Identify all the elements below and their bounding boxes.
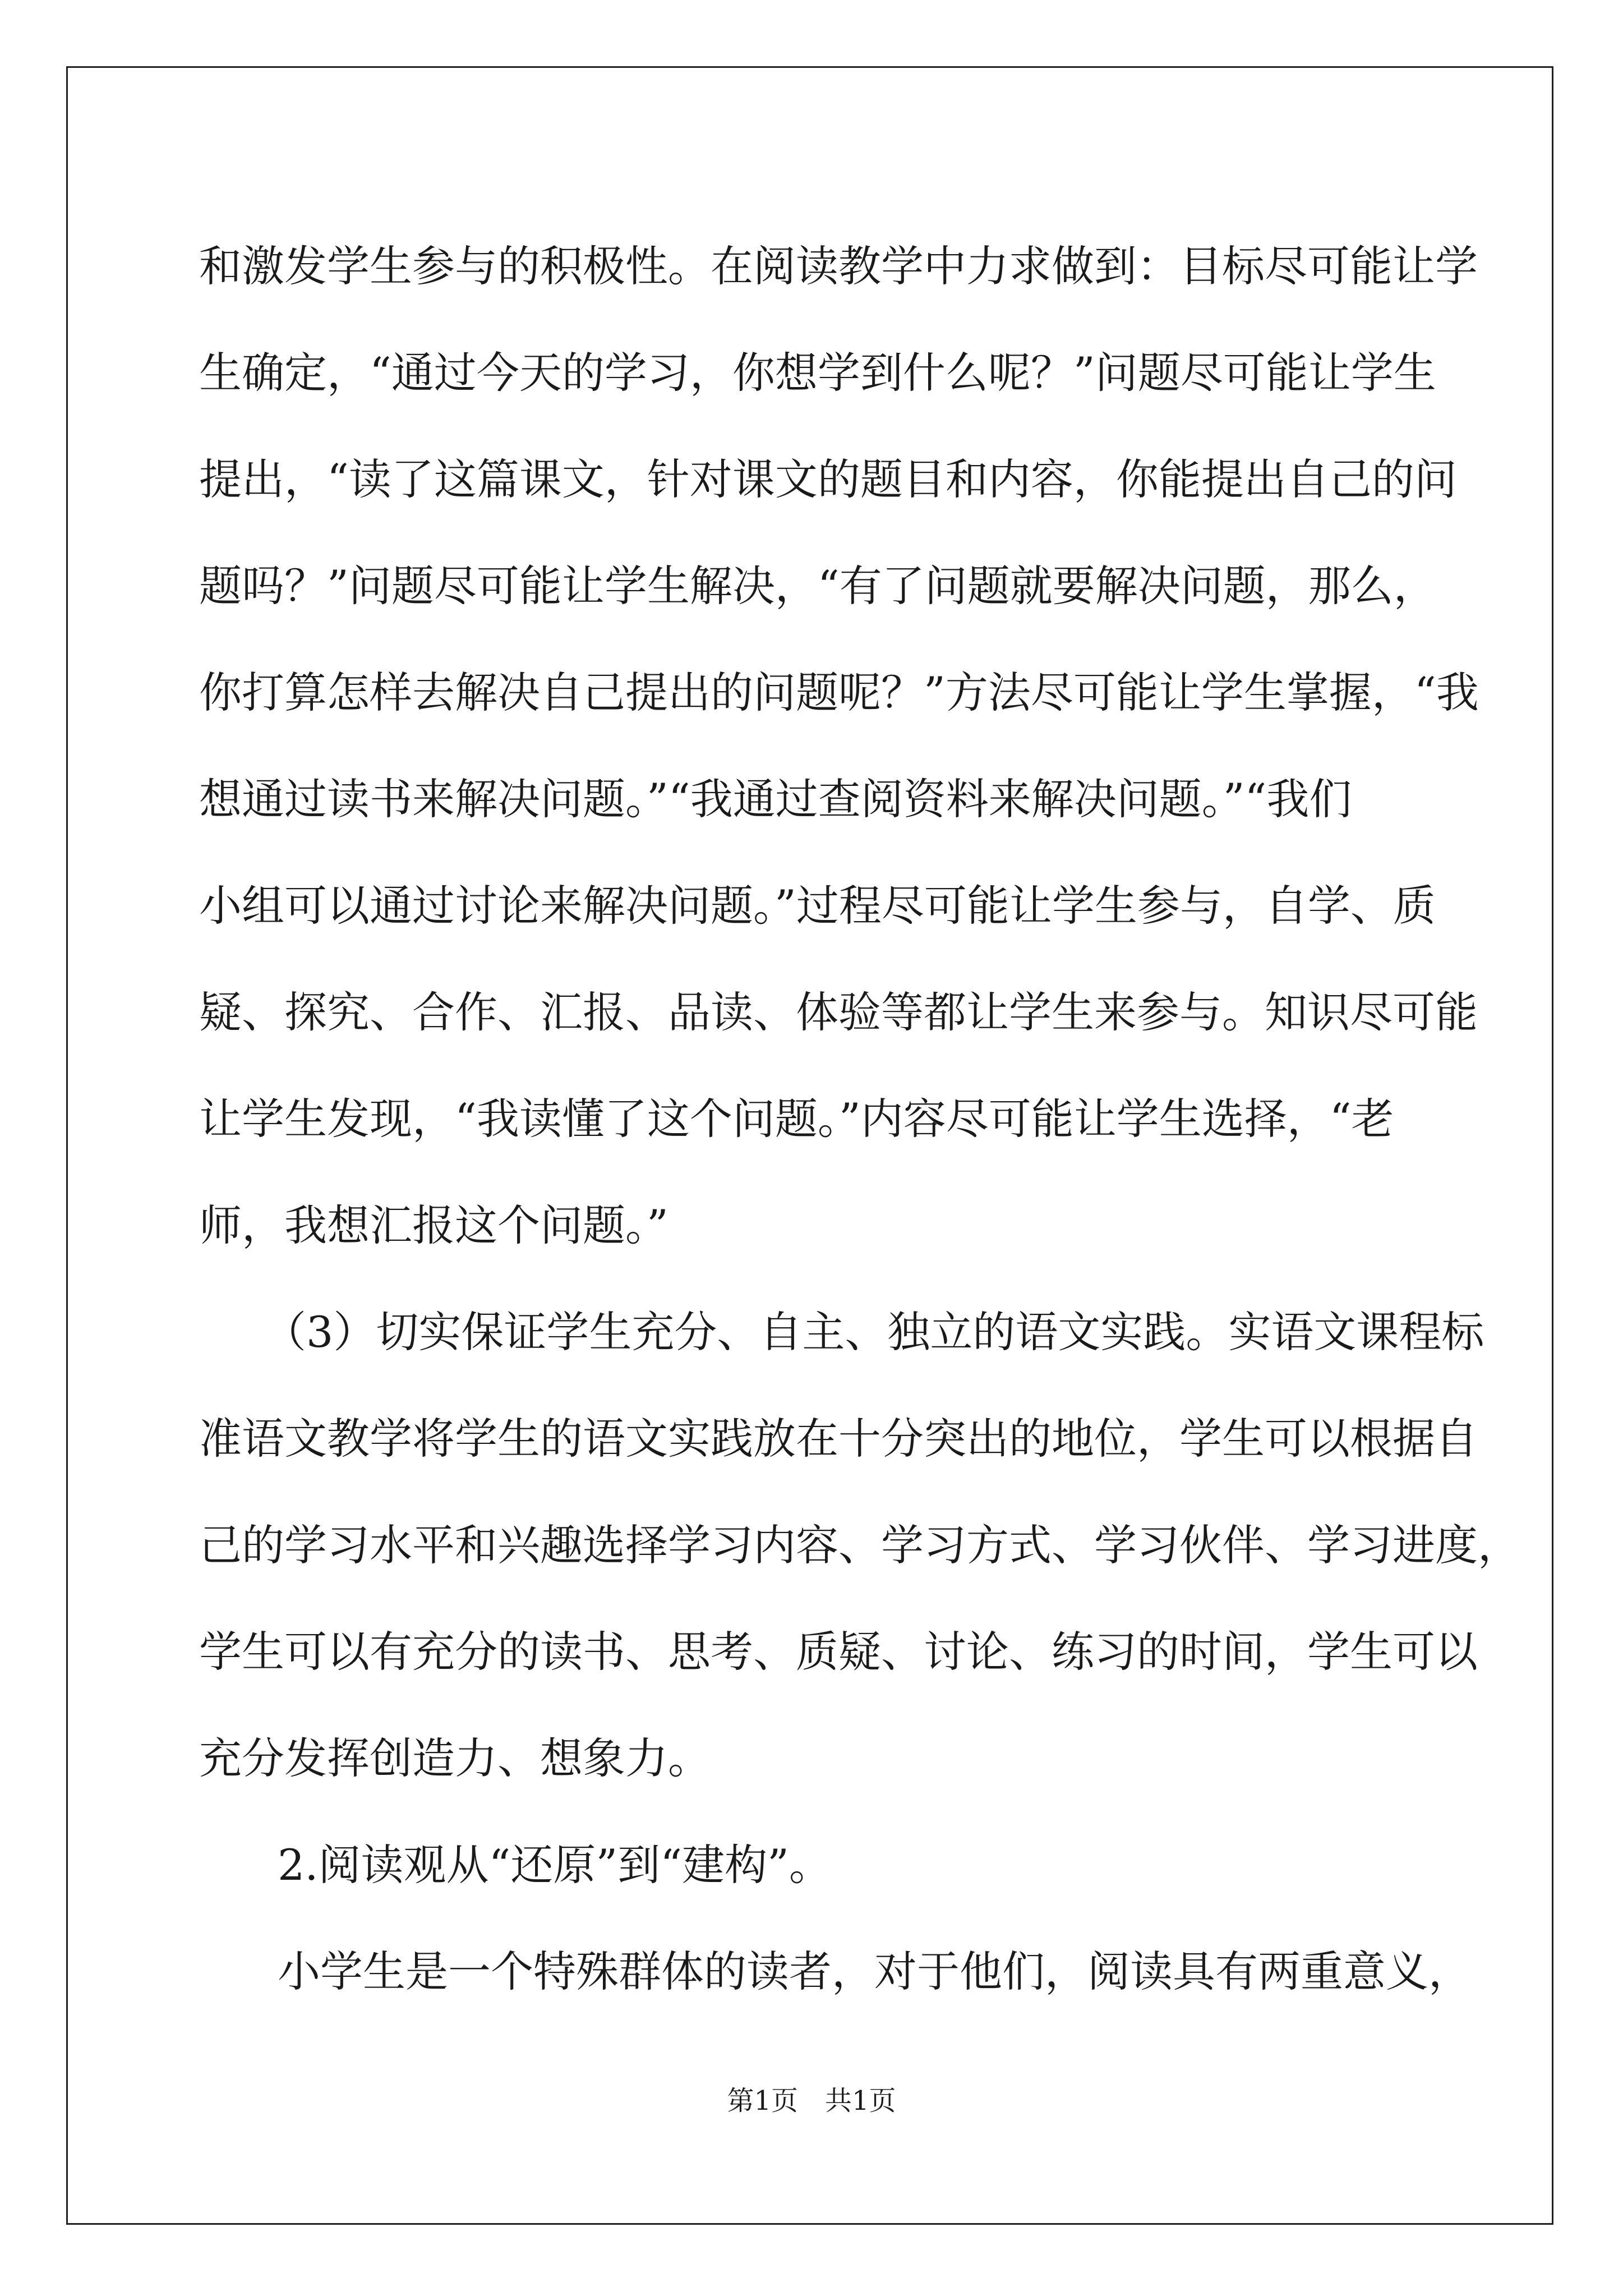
paragraph-3-start: （3）切实保证学生充分、自主、独立的语文实践。实语文课程标 — [264, 1307, 1484, 1357]
paragraph-start: 小学生是一个特殊群体的读者，对于他们，阅读具有两重意义， — [278, 1947, 1471, 1996]
text-line-10: 师，我想汇报这个问题。” — [199, 1200, 668, 1250]
text-line-1: 和激发学生参与的积极性。在阅读教学中力求做到：目标尽可能让学 — [199, 241, 1478, 291]
text-line-3: 提出，“读了这篇课文，针对课文的题目和内容，你能提出自己的问 — [199, 454, 1457, 504]
text-line-12: 准语文教学将学生的语文实践放在十分突出的地位，学生可以根据自 — [199, 1414, 1478, 1464]
text-line-13: 己的学习水平和兴趣选择学习内容、学习方式、学习伙伴、学习进度， — [199, 1520, 1520, 1570]
text-line-8: 疑、探究、合作、汇报、品读、体验等都让学生来参与。知识尽可能 — [199, 987, 1478, 1037]
text-line-4: 题吗？”问题尽可能让学生解决，“有了问题就要解决问题，那么， — [199, 561, 1436, 611]
text-line-14: 学生可以有充分的读书、思考、质疑、讨论、练习的时间，学生可以 — [199, 1627, 1478, 1677]
text-line-7: 小组可以通过讨论来解决问题。”过程尽可能让学生参与，自学、质 — [199, 881, 1436, 931]
text-line-5: 你打算怎样去解决自己提出的问题呢？”方法尽可能让学生掌握，“我 — [199, 668, 1479, 717]
page-footer: 第1页 共1页 — [727, 2085, 896, 2116]
text-line-9: 让学生发现，“我读懂了这个问题。”内容尽可能让学生选择，“老 — [199, 1094, 1394, 1144]
section-heading: 2.阅读观从“还原”到“建构”。 — [278, 1840, 832, 1890]
text-line-2: 生确定，“通过今天的学习，你想学到什么呢？”问题尽可能让学生 — [199, 348, 1436, 398]
text-line-6: 想通过读书来解决问题。”“我通过查阅资料来解决问题。”“我们 — [199, 774, 1352, 824]
text-line-15: 充分发挥创造力、想象力。 — [199, 1733, 711, 1783]
document-body — [199, 213, 1520, 2025]
